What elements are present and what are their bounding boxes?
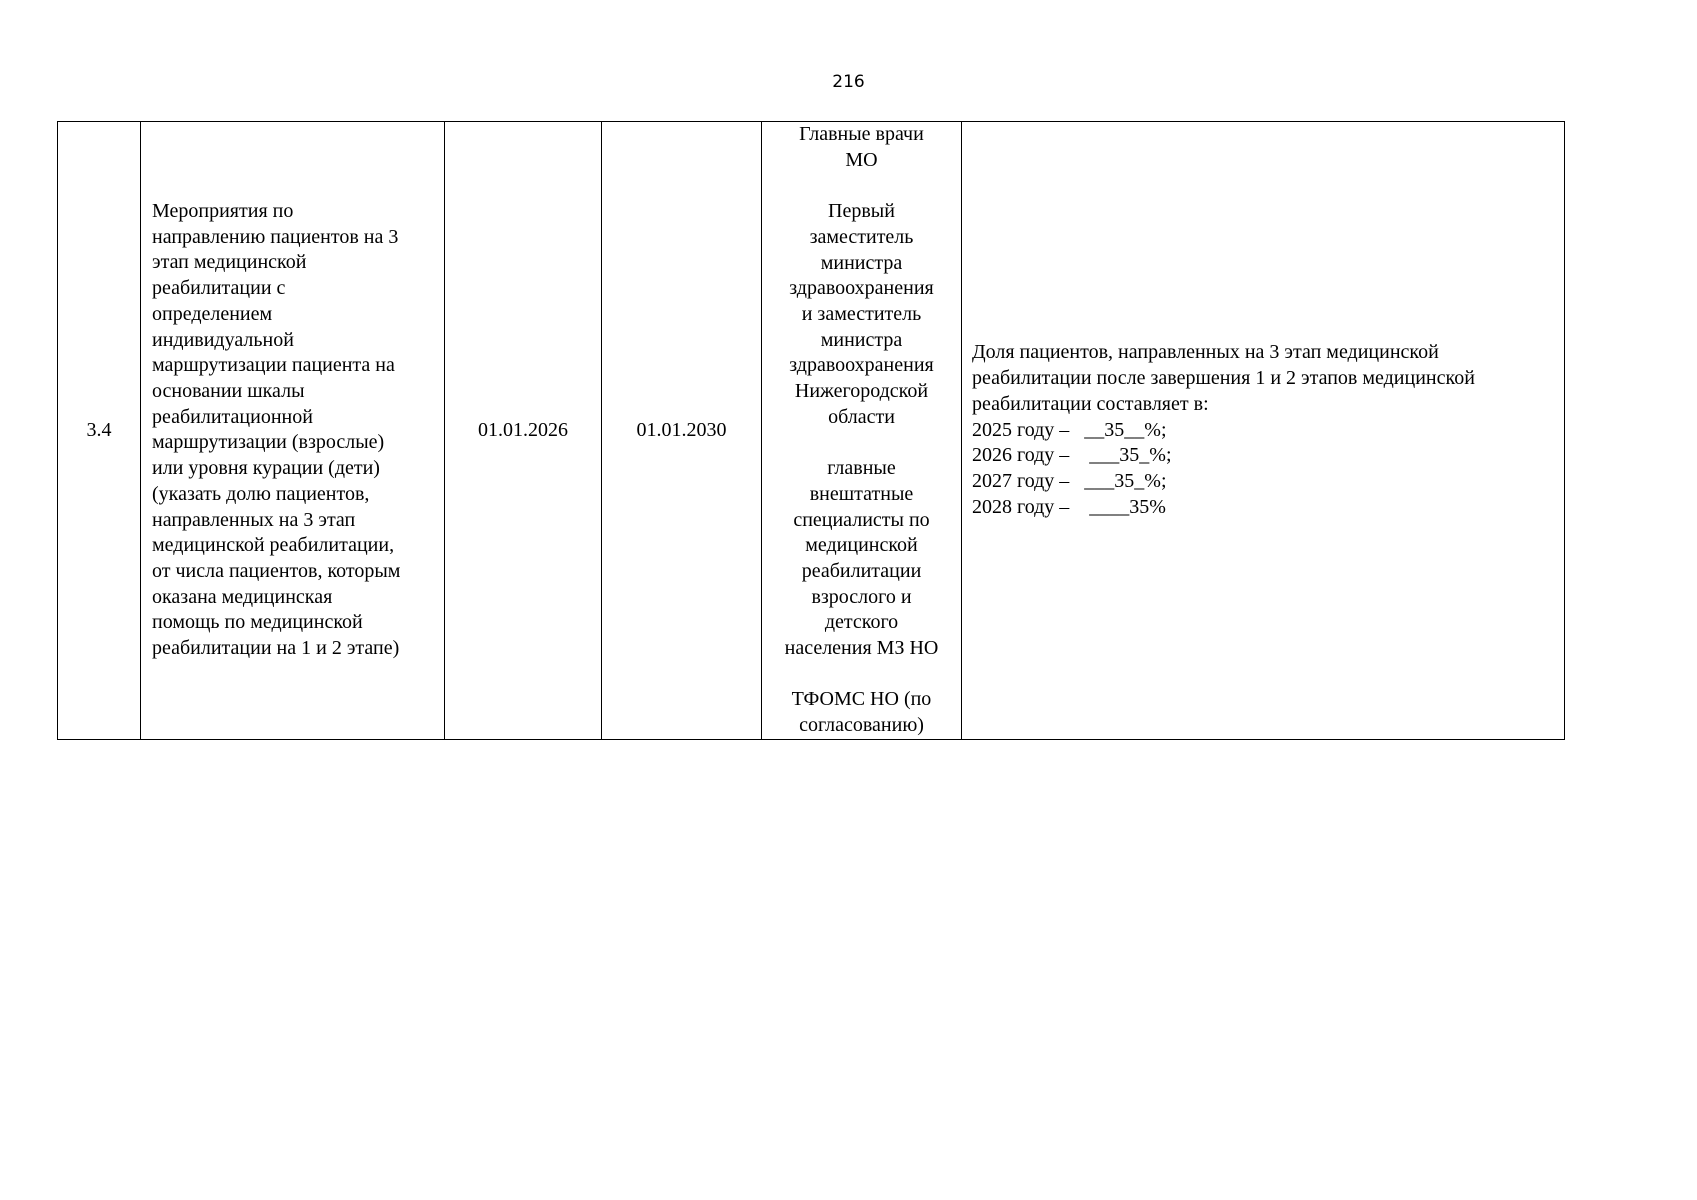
activity-table xyxy=(57,121,1565,740)
responsible-line: реабилитации xyxy=(801,559,922,582)
description-line: направлению пациентов на 3 xyxy=(152,225,399,248)
indicator-line: 2028 году – ____35% xyxy=(972,495,1166,518)
description-line: оказана медицинская xyxy=(152,585,333,608)
responsible-line: Первый xyxy=(828,200,895,223)
responsible-text xyxy=(762,122,961,739)
description-text xyxy=(152,199,436,662)
description-line: основании шкалы xyxy=(152,380,305,402)
responsible-gap xyxy=(762,662,961,688)
responsible-line: МО xyxy=(845,148,878,171)
description-line: определением xyxy=(152,302,273,325)
indicator-line: реабилитации составляет в: xyxy=(972,392,1209,415)
responsible-line: ТФОМС НО (по xyxy=(791,688,932,711)
responsible-line: внештатные xyxy=(809,482,914,505)
end-date: 01.01.2030 xyxy=(636,418,727,441)
row-number-cell xyxy=(58,122,141,740)
responsible-cell xyxy=(762,122,962,740)
responsible-gap xyxy=(762,173,961,199)
responsible-line: главные xyxy=(827,457,896,480)
indicator-line: реабилитации после завершения 1 и 2 этапов медицинской xyxy=(972,367,1475,390)
description-line: медицинской реабилитации, xyxy=(152,534,395,557)
description-line: маршрутизации (взрослые) xyxy=(152,431,385,454)
indicator-line: 2026 году – ___35_%; xyxy=(972,444,1172,467)
indicator-line: 2025 году – __35__%; xyxy=(972,418,1167,441)
indicator-line: Доля пациентов, направленных на 3 этап медицинской xyxy=(972,341,1439,364)
start-date-cell xyxy=(445,122,602,740)
description-cell xyxy=(141,122,445,740)
responsible-line: детского xyxy=(824,611,899,634)
description-line: направленных на 3 этап xyxy=(152,508,356,531)
description-line: или уровня курации (дети) xyxy=(152,457,380,480)
responsible-line: медицинской xyxy=(805,534,918,557)
description-line: реабилитации с xyxy=(152,277,286,300)
row-number: 3.4 xyxy=(86,418,112,441)
responsible-line: Нижегородской xyxy=(794,380,929,403)
description-line: реабилитационной xyxy=(152,405,313,428)
description-line: маршрутизации пациента на xyxy=(152,354,395,377)
responsible-line: населения МЗ НО xyxy=(784,637,939,660)
indicator-line: 2027 году – ___35_%; xyxy=(972,469,1167,492)
description-line: реабилитации на 1 и 2 этапе) xyxy=(152,637,400,660)
responsible-line: здравоохранения xyxy=(789,354,934,377)
responsible-line: специалисты по xyxy=(793,508,930,531)
responsible-gap xyxy=(762,430,961,456)
end-date-cell xyxy=(602,122,762,740)
responsible-line: Главные врачи xyxy=(799,123,924,145)
responsible-line: здравоохранения xyxy=(789,277,934,300)
description-line: от числа пациентов, которым xyxy=(152,559,401,582)
start-date: 01.01.2026 xyxy=(478,418,568,441)
responsible-line: области xyxy=(828,405,895,428)
responsible-line: согласованию) xyxy=(799,714,924,737)
description-line: индивидуальной xyxy=(152,328,294,351)
responsible-line: взрослого и xyxy=(811,585,912,608)
responsible-line: министра xyxy=(820,251,903,274)
responsible-line: и заместитель xyxy=(801,302,922,325)
responsible-line: заместитель xyxy=(809,225,914,248)
indicator-text xyxy=(972,340,1544,520)
description-line: этап медицинской xyxy=(152,251,307,274)
description-line: (указать долю пациентов, xyxy=(152,482,370,505)
responsible-line: министра xyxy=(820,328,903,351)
table-row xyxy=(58,122,1565,740)
page-number: 216 xyxy=(832,72,865,92)
description-line: Мероприятия по xyxy=(152,200,294,223)
indicator-cell xyxy=(962,122,1565,740)
description-line: помощь по медицинской xyxy=(152,611,363,634)
